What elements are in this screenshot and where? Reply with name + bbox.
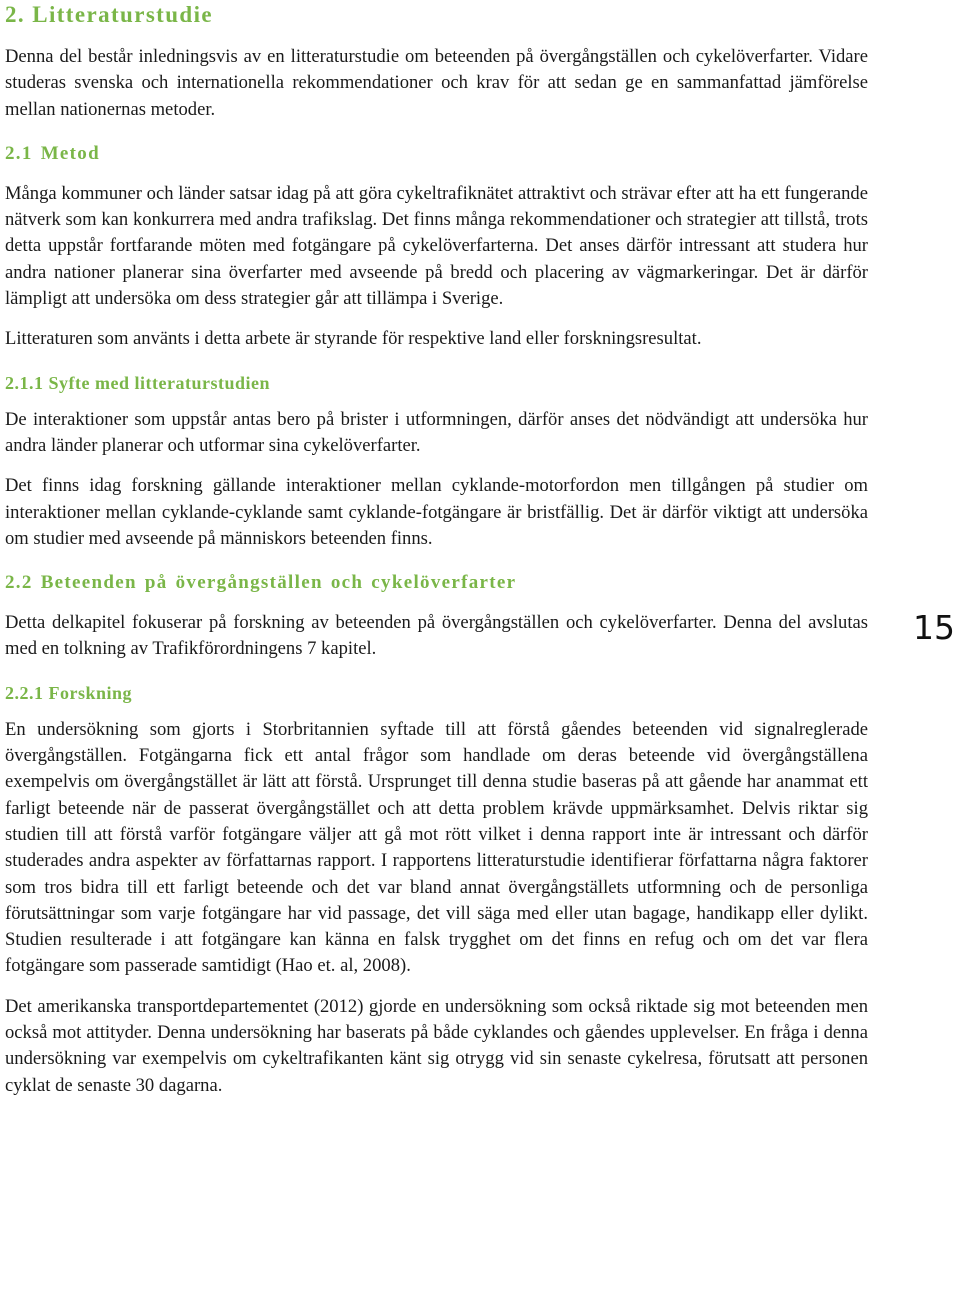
beteenden-paragraph-1: Detta delkapitel fokuserar på forskning av beteenden på övergångställen och cykelöverfarter. Denna del avslutas med en tolkning av Trafikförordningens 7 kapitel.: [5, 612, 868, 660]
section-heading-metod: 2.1 Metod: [5, 142, 100, 164]
subsection-heading-forskning: 2.2.1 Forskning: [5, 682, 133, 703]
subsection-heading-syfte: 2.1.1 Syfte med litteraturstudien: [5, 372, 270, 393]
chapter-heading: 2. Litteraturstudie: [5, 2, 214, 27]
metod-paragraph-2: Litteraturen som använts i detta arbete är styrande för respektive land eller forskningsresultat.: [5, 328, 702, 350]
page-number: 15: [913, 608, 955, 647]
forskning-paragraph-1: En undersökning som gjorts i Storbritannien syftade till att förstå gåendes beteenden vid signalreglerade övergångställen. Fotgängarna fick ett antal frågor som handlade om deras beteende vid övergångställena exempelvis om övergångstället är lätt att förstå. Ursprunget till denna studie baseras på att gående har anammat ett farligt beteende när de passerat övergångstället och att detta problem krävde uppmärksamhet. Delvis riktar sig studien till att förstå varför fotgängare väljer att gå mot rött vilket i denna rapport inte är intressant och därför studerades andra aspekter av författarnas rapport. I rapportens litteraturstudie identifierar författarna några faktorer som tros bidra till ett farligt beteende och det var bland annat övergångställets utformning och de personliga förutsättningar som varje fotgängare har vid passage, det vill säga med eller utan bagage, handikapp eller dylikt. Studien resulterade i att fotgängare kan känna en falsk trygghet om det finns en refug och om det var flera fotgängare som passerade samtidigt (Hao et. al, 2008).: [5, 718, 868, 977]
intro-paragraph: Denna del består inledningsvis av en litteraturstudie om beteenden på övergångställen och cykelöverfarter. Vidare studeras svenska och internationella rekommendationer och krav för att sedan ge en sammanfattad jämförelse mellan nationernas metoder.: [5, 46, 868, 120]
syfte-paragraph-2: Det finns idag forskning gällande interaktioner mellan cyklande-motorfordon men tillgången på studier om interaktioner mellan cyklande-cyklande samt cyklande-fotgängare är bristfällig. Det är därför viktigt att undersöka om studier med avseende på människors beteenden finns.: [5, 475, 868, 549]
metod-paragraph-1: Många kommuner och länder satsar idag på att göra cykeltrafiknätet attraktivt och strävar efter att ha ett fungerande nätverk som kan konkurrera med andra trafikslag. Det finns många rekommendationer och strategier att tillstå, trots detta uppstår fortfarande möten med fotgängare på cykelöverfarterna. Det anses därför intressant att studera hur andra nationer planerar sina överfarter med avseende på bredd och placering av vägmarkeringar. Det är därför lämpligt att undersöka om dess strategier går att tillämpa i Sverige.: [5, 182, 868, 310]
document-page: [5, 0, 868, 1113]
section-heading-beteenden: 2.2 Beteenden på övergångställen och cykelöverfarter: [5, 572, 517, 594]
syfte-paragraph-1: De interaktioner som uppstår antas bero på brister i utformningen, därför anses det nödvändigt att undersöka hur andra länder planerar och utformar sina cykelöverfarter.: [5, 408, 868, 456]
forskning-paragraph-2: Det amerikanska transportdepartementet (2012) gjorde en undersökning som också riktade sig mot beteenden men också mot attityder. Denna undersökning har baserats på både cyklandes och gåendes upplevelser. En fråga i denna undersökning var exempelvis om cykeltrafikanten känt sig otrygg vid sin senaste cykelresa, förutsatt att personen cyklat de senaste 30 dagarna.: [5, 995, 868, 1096]
